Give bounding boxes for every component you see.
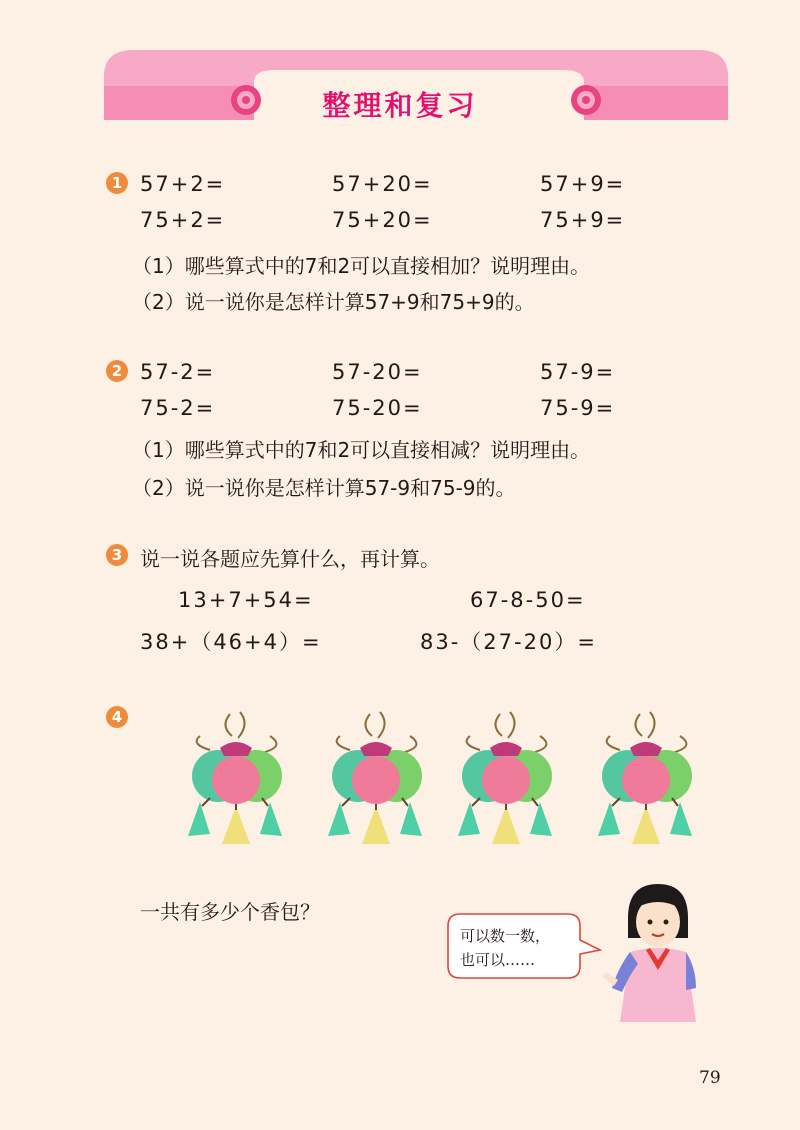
page-number: 79 [699,1068,721,1088]
question-text: （2）说一说你是怎样计算57+9和75+9的。 [132,290,535,314]
question-text: （2）说一说你是怎样计算57-9和75-9的。 [132,476,516,500]
page-title: 整理和复习 [322,89,478,122]
equation: 75-20= [332,396,423,420]
equation: 75+2= [140,208,226,232]
problem-number-badge: 4 [106,706,128,728]
equation: 75+20= [332,208,433,232]
sachet-icon [188,712,282,844]
sachet-icon [458,712,552,844]
equation: 75-9= [540,396,616,420]
question-text: 一共有多少个香包？ [140,900,320,924]
bubble-text: 可以数一数， [460,927,551,945]
equation: 57+9= [540,172,626,196]
equation: 38+（46+4）= [140,630,322,654]
equation: 13+7+54= [178,588,314,612]
equation: 75+9= [540,208,626,232]
equation: 75-2= [140,396,216,420]
question-text: （1）哪些算式中的7和2可以直接相减？说明理由。 [132,438,591,462]
problem-number-badge: 2 [106,360,128,382]
sachet-icon [598,712,692,844]
bubble-text: 也可以…… [460,951,536,969]
equation: 57-2= [140,360,216,384]
sachets-illustration [160,700,720,860]
equation: 57-9= [540,360,616,384]
girl-illustration [600,878,710,1022]
equation: 67-8-50= [470,588,586,612]
problem-number-badge: 1 [106,172,128,194]
sachet-icon [328,712,422,844]
question-text: （1）哪些算式中的7和2可以直接相加？说明理由。 [132,254,591,278]
equation: 57+2= [140,172,226,196]
problem-number-badge: 3 [106,544,128,566]
equation: 83-（27-20）= [420,630,597,654]
equation: 57+20= [332,172,433,196]
equation: 57-20= [332,360,423,384]
question-text: 说一说各题应先算什么，再计算。 [140,547,440,571]
